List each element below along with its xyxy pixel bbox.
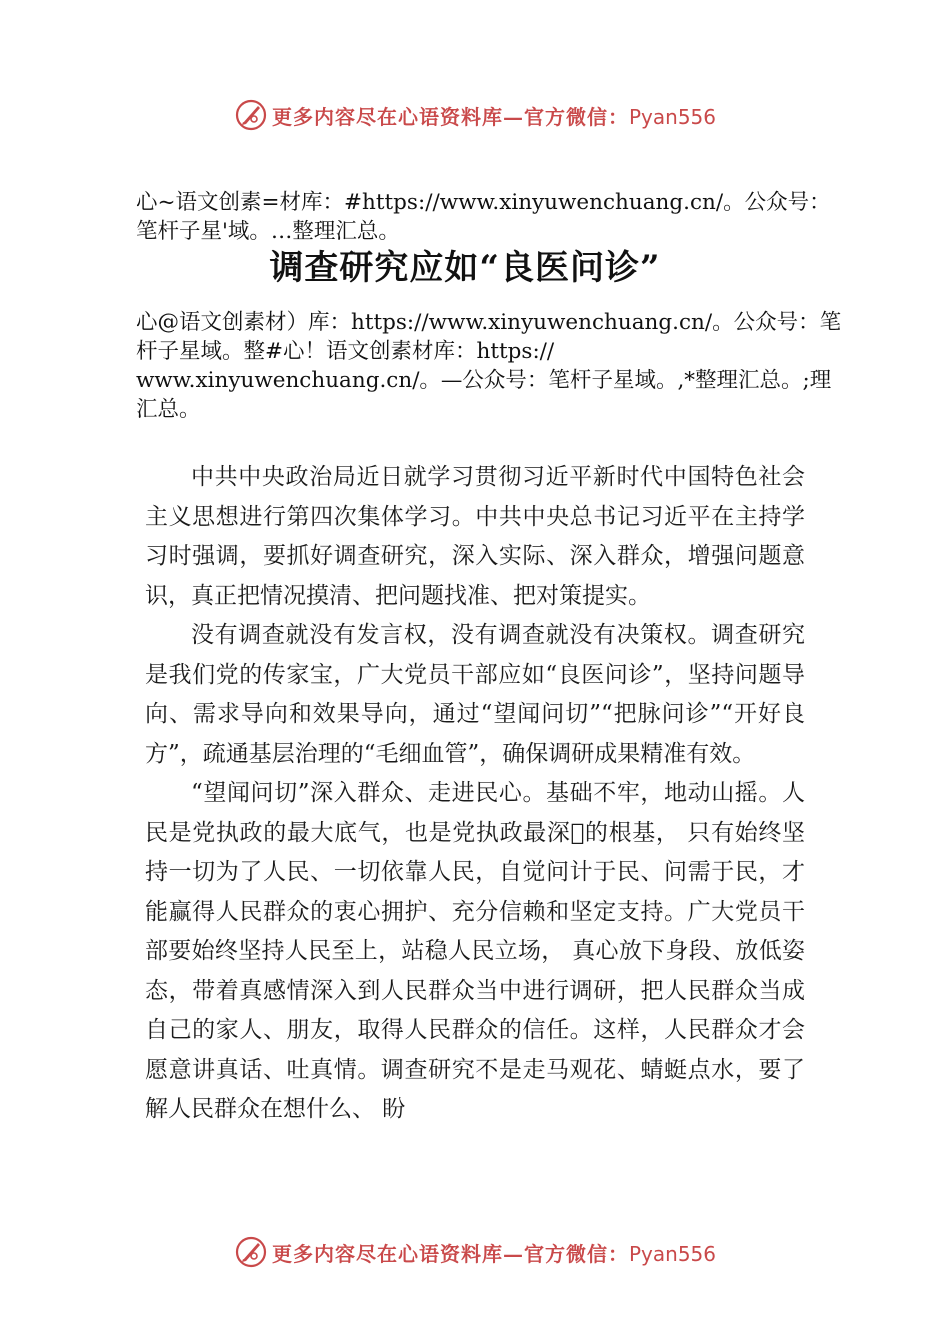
page-title: 调查研究应如“良医问诊” xyxy=(269,248,661,288)
paragraph: 中共中央政治局近日就学习贯彻习近平新时代中国特色社会主义思想进行第四次集体学习。中共中央总书记习近平在主持学习时强调，要抓好调查研究，深入实际、深入群众，增强问题意识，真正把情况摸清、把问题找准、把对策提实。 xyxy=(145,464,805,609)
article-body xyxy=(145,458,805,1130)
footer-banner xyxy=(0,1232,950,1272)
source-notice-2: 心@语文创素材）库：https://www.xinyuwenchuang.cn/。公众号：笔杆子星域。整#心！语文创素材库：https:// www.xinyuwenchuang.cn/。—公众号：笔杆子星域。,*整理汇总。;理汇总。 xyxy=(136,310,842,422)
source-notice-1: 心~语文创素=材库：#https://www.xinyuwenchuang.cn/。公众号：笔杆子星'域。…整理汇总。 xyxy=(136,190,831,244)
banner-text: 更多内容尽在心语资料库—官方微信： xyxy=(271,1241,629,1266)
banner-wechat-id: Pyan556 xyxy=(628,104,716,129)
paragraph: 没有调查就没有发言权，没有调查就没有决策权。调查研究是我们党的传家宝，广大党员干部应如“良医问诊”，坚持问题导向、需求导向和效果导向，通过“望闻问切”“把脉问诊”“开好良方”，疏通基层治理的“毛细血管”，确保调研成果精准有效。 xyxy=(145,622,805,767)
quill-logo-icon xyxy=(234,98,268,132)
paragraph: “望闻问切”深入群众、走进民心。基础不牢，地动山摇。人民是党执政的最大底气，也是党执政最深 的根基， 只有始终坚持一切为了人民、一切依靠人民，自觉问计于民、问需于民，才能赢得人民群众的衷心拥护、充分信赖和坚定支持。广大党员干部要始终坚持人民至上，站稳人民立场， 真心放下身段、放低姿态，带着真感情深入到人民群众当中进行调研，把人民群众当成自己的家人、朋友，取得人民群众的信任。这样，人民群众才会愿意讲真话、吐真情。调查研究不是走马观花、蜻蜓点水，要了解人民群众在想什么、 盼 xyxy=(145,780,805,1122)
quill-logo-icon xyxy=(234,1235,268,1269)
banner-text: 更多内容尽在心语资料库—官方微信： xyxy=(271,104,629,129)
banner-wechat-id: Pyan556 xyxy=(628,1241,716,1266)
header-banner xyxy=(0,95,950,135)
